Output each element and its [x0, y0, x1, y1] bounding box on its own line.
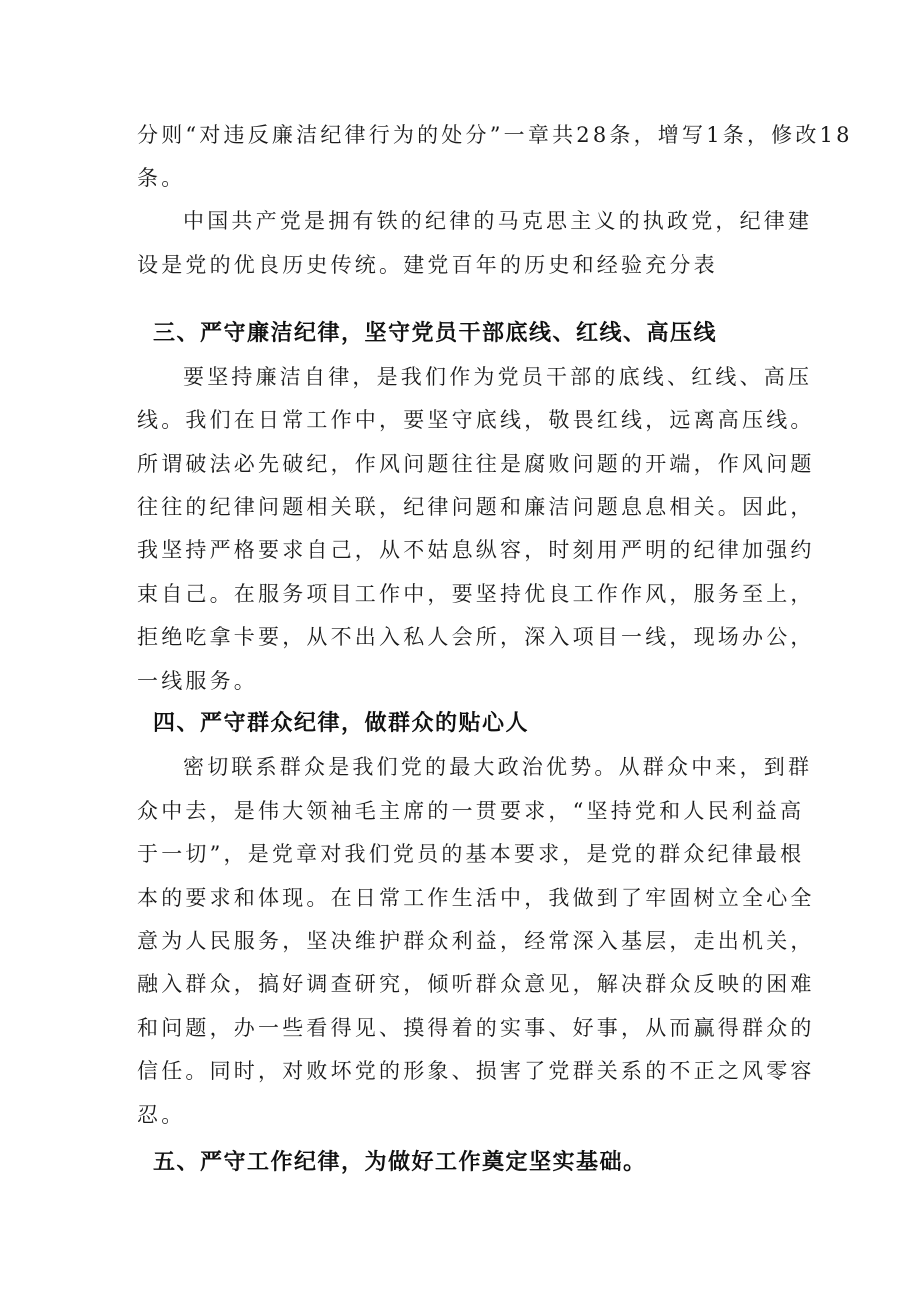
- section3-line-8: 一线服务。: [137, 669, 258, 693]
- section5-heading: 五、严守工作纪律，为做好工作奠定坚实基础。: [153, 1150, 647, 1175]
- section4-line-2: 众中去，是伟大领袖毛主席的一贯要求，“坚持党和人民利益高: [137, 799, 805, 823]
- section4-line-4: 本的要求和体现。在日常工作生活中，我做到了牢固树立全心全: [137, 886, 815, 910]
- section4-line-9: 忍。: [137, 1103, 186, 1127]
- intro-line-1: 分则“对违反廉洁纪律行为的处分”一章共28条，增写1条，修改18: [137, 123, 853, 147]
- section4-line-7: 和问题，办一些看得见、摸得着的实事、好事，从而赢得群众的: [137, 1016, 815, 1040]
- section4-line-3: 于一切”，是党章对我们党员的基本要求，是党的群众纪律最根: [137, 842, 805, 866]
- section3-line-6: 束自己。在服务项目工作中，要坚持优良工作作风，服务至上，: [137, 582, 815, 606]
- section3-line-4: 往往的纪律问题相关联，纪律问题和廉洁问题息息相关。因此，: [137, 495, 815, 519]
- section3-heading: 三、严守廉洁纪律，坚守党员干部底线、红线、高压线: [153, 321, 718, 346]
- section3-line-5: 我坚持严格要求自己，从不姑息纵容，时刻用严明的纪律加强约: [137, 538, 815, 562]
- section3-line-7: 拒绝吃拿卡要，从不出入私人会所，深入项目一线，现场办公，: [137, 625, 815, 649]
- history-line-2: 设是党的优良历史传统。建党百年的历史和经验充分表: [137, 253, 718, 277]
- section3-line-2: 线。我们在日常工作中，要坚守底线，敬畏红线，远离高压线。: [137, 408, 815, 432]
- section3-line-1: 要坚持廉洁自律，是我们作为党员干部的底线、红线、高压: [183, 365, 813, 389]
- section4-line-1: 密切联系群众是我们党的最大政治优势。从群众中来，到群: [183, 755, 813, 779]
- intro-line-2: 条。: [137, 166, 186, 190]
- section3-line-3: 所谓破法必先破纪，作风问题往往是腐败问题的开端，作风问题: [137, 452, 815, 476]
- history-line-1: 中国共产党是拥有铁的纪律的马克思主义的执政党，纪律建: [183, 209, 813, 233]
- section4-line-5: 意为人民服务，坚决维护群众利益，经常深入基层，走出机关，: [137, 929, 815, 953]
- section4-heading: 四、严守群众纪律，做群众的贴心人: [153, 711, 530, 736]
- section4-line-8: 信任。同时，对败坏党的形象、损害了党群关系的不正之风零容: [137, 1059, 815, 1083]
- section4-line-6: 融入群众，搞好调查研究，倾听群众意见，解决群众反映的困难: [137, 972, 815, 996]
